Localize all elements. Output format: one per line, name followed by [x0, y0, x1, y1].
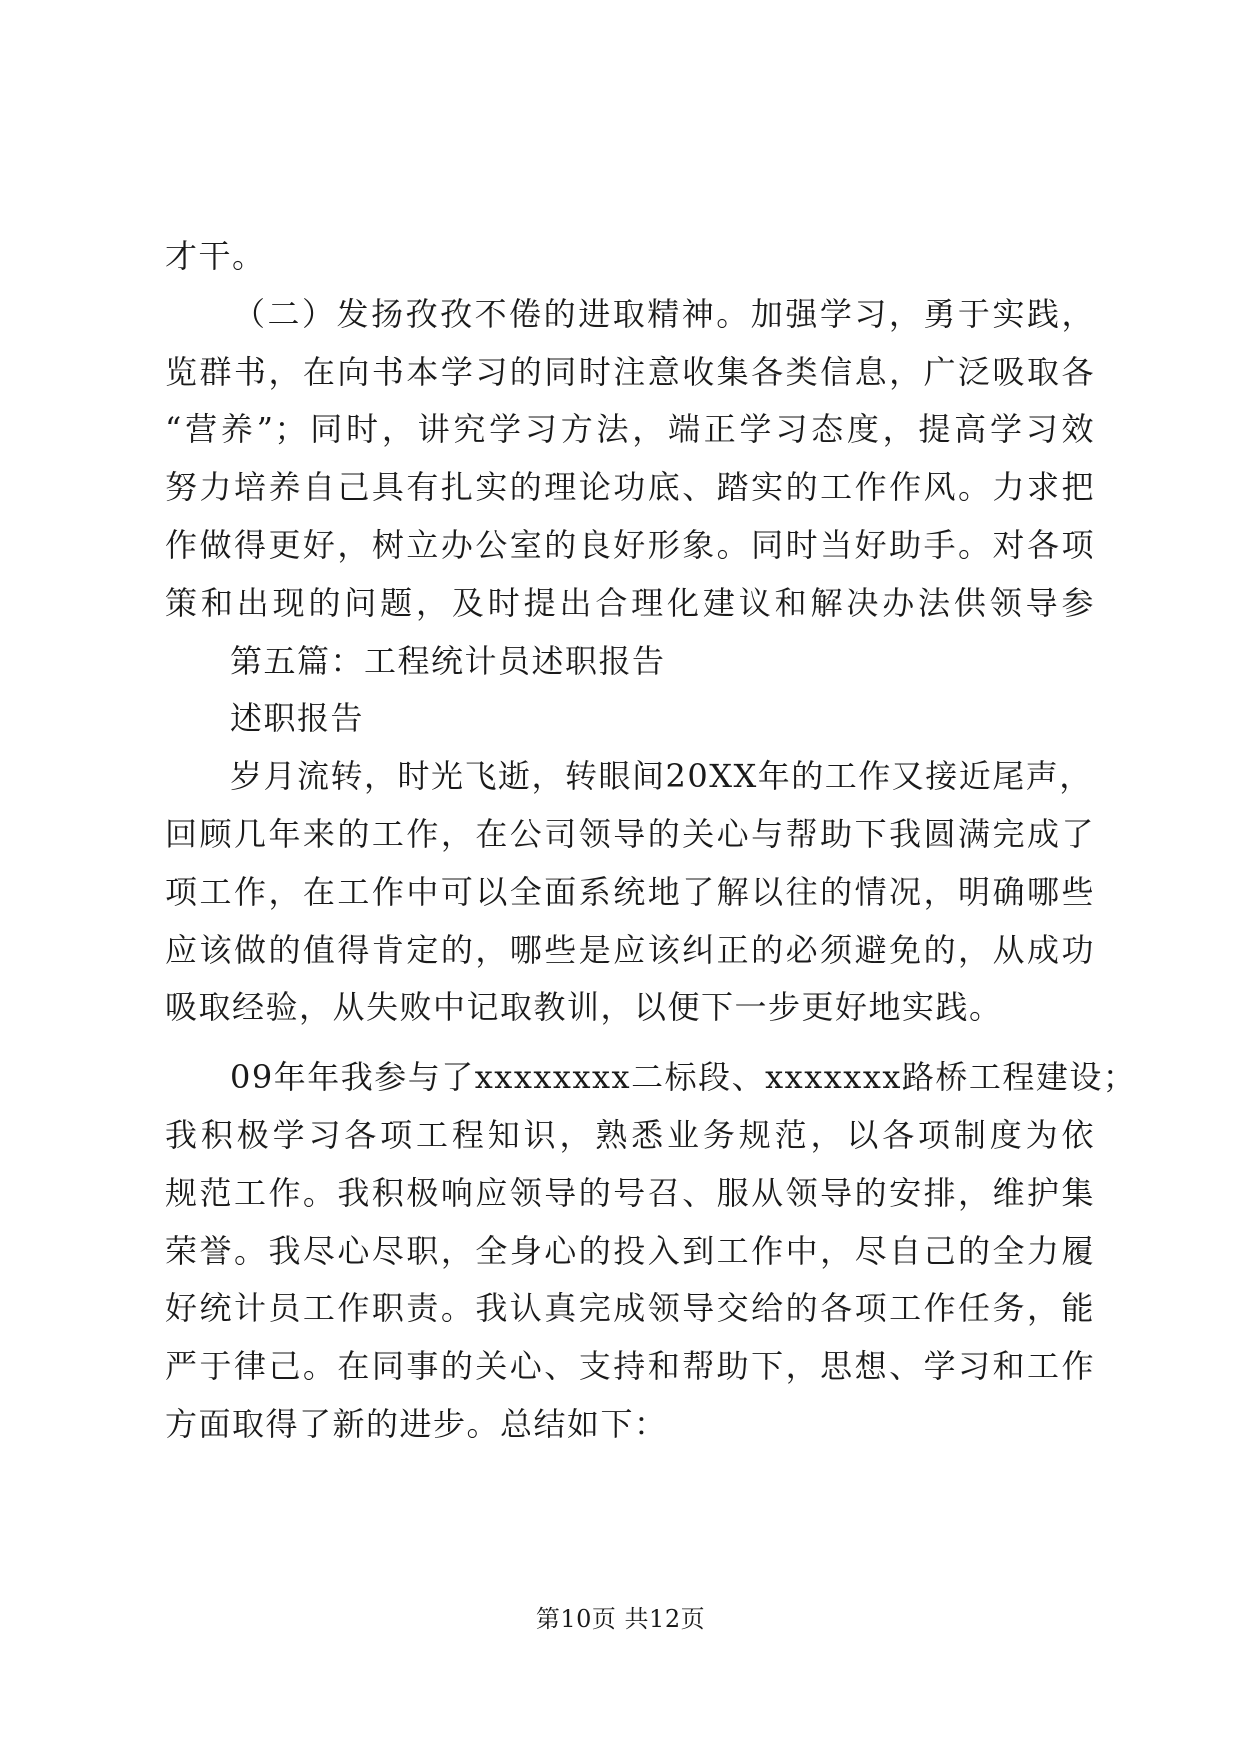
text-line: 应该做的值得肯定的，哪些是应该纠正的必须避免的，从成功: [165, 930, 1095, 969]
text-line: 吸取经验，从失败中记取教训，以便下一步更好地实践。: [165, 988, 1003, 1027]
text-line: 荣誉。我尽心尽职，全身心的投入到工作中，尽自己的全力履: [165, 1231, 1095, 1270]
text-line: 项工作，在工作中可以全面系统地了解以往的情况，明确哪些: [165, 872, 1095, 911]
subheading: 述职报告: [230, 699, 365, 738]
text-line: 09年年我参与了xxxxxxxx二标段、xxxxxxx路桥工程建设；: [230, 1058, 1137, 1097]
text-line: “营养”；同时，讲究学习方法，端正学习态度，提高学习效: [165, 410, 1095, 449]
text-line: （二）发扬孜孜不倦的进取精神。加强学习，勇于实践，: [233, 294, 1095, 333]
text-line: 回顾几年来的工作，在公司领导的关心与帮助下我圆满完成了: [165, 814, 1095, 853]
text-line: 览群书，在向书本学习的同时注意收集各类信息，广泛吸取各: [165, 352, 1095, 391]
text-line: 严于律己。在同事的关心、支持和帮助下，思想、学习和工作: [165, 1347, 1095, 1386]
document-body: [165, 228, 1137, 1454]
page-number-footer: 第10页 共12页: [535, 1605, 706, 1633]
text-line: 好统计员工作职责。我认真完成领导交给的各项工作任务，能: [165, 1289, 1095, 1328]
text-line: 策和出现的问题，及时提出合理化建议和解决办法供领导参: [165, 583, 1095, 622]
text-line: 方面取得了新的进步。总结如下：: [165, 1404, 668, 1443]
text-line: 才干。: [165, 237, 266, 275]
paragraph-gap: [165, 1037, 1095, 1049]
text-line: 岁月流转，时光飞逝，转眼间20XX年的工作又接近尾声，: [230, 757, 1093, 796]
text-line: 规范工作。我积极响应领导的号召、服从领导的安排，维护集: [165, 1173, 1095, 1212]
section-heading: 第五篇：工程统计员述职报告: [230, 641, 666, 680]
text-line: 努力培养自己具有扎实的理论功底、踏实的工作作风。力求把: [165, 468, 1095, 507]
text-line: 作做得更好，树立办公室的良好形象。同时当好助手。对各项: [165, 525, 1095, 564]
text-line: 我积极学习各项工程知识，熟悉业务规范，以各项制度为依: [165, 1115, 1095, 1154]
